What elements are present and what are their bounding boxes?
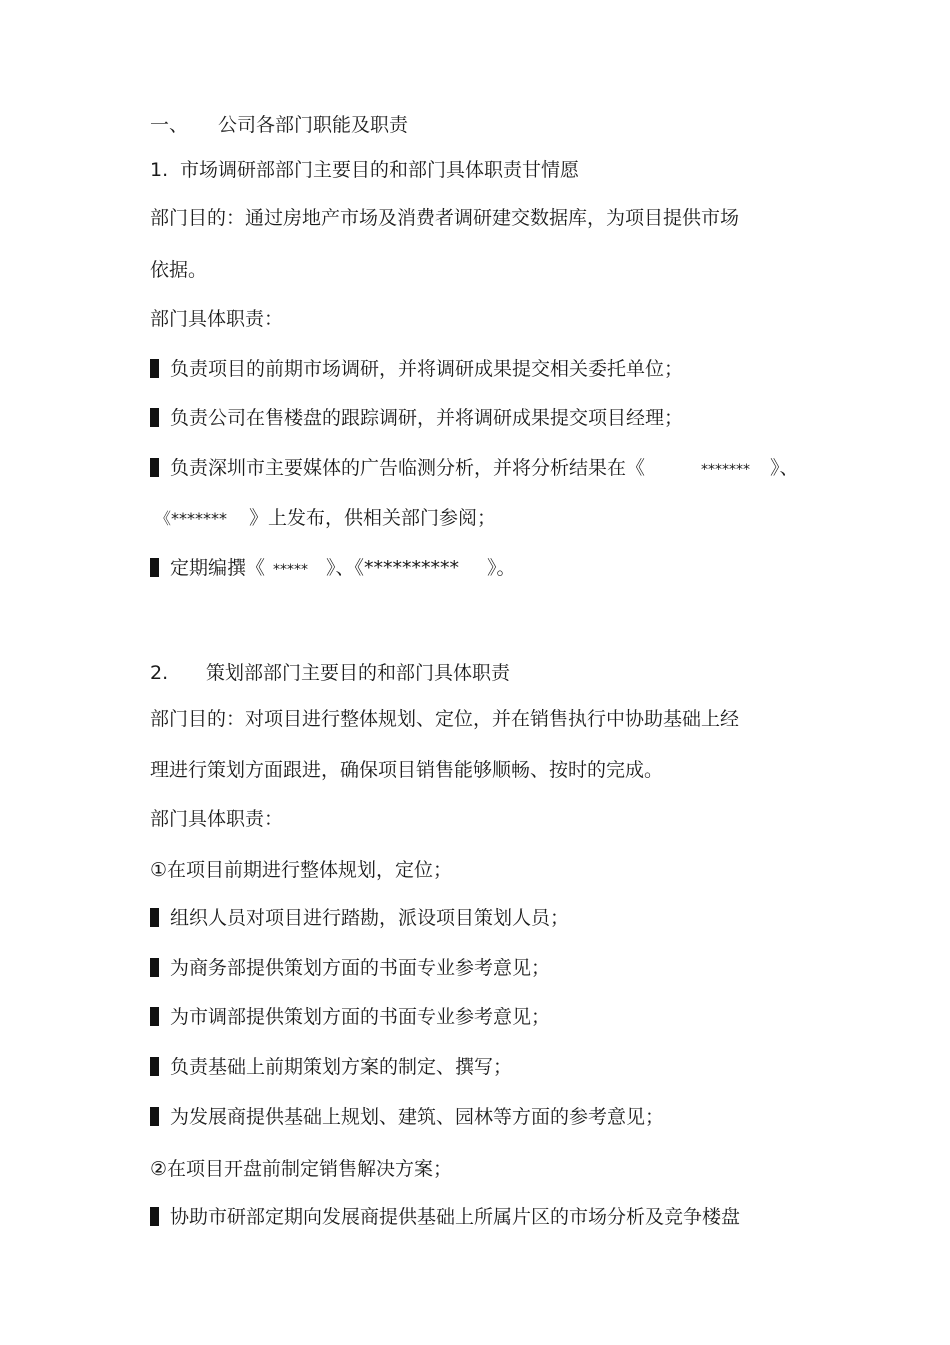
bullet-icon <box>150 359 159 378</box>
dept1-duty-4 <box>150 555 516 583</box>
dept2-sub1-item-2 <box>150 955 550 981</box>
bullet-icon <box>150 908 159 927</box>
dept1-duty-3 <box>150 455 799 483</box>
bullet-icon <box>150 408 159 427</box>
section-title: 公司各部门职能及职责 <box>218 114 409 136</box>
duty-text-end: 》。 <box>487 557 516 579</box>
bullet-icon <box>150 1107 159 1126</box>
masked-title: ***** <box>273 562 309 578</box>
duty-text: 协助市研部定期向发展商提供基础上所属片区的市场分析及竞争楼盘 <box>170 1206 741 1228</box>
dept2-purpose-line1: 部门目的：对项目进行整体规划、定位，并在销售执行中协助基础上经 <box>150 708 740 730</box>
dept1-duty-3-cont <box>155 505 496 532</box>
duty-text-end: 》、 <box>770 457 799 479</box>
bullet-icon <box>150 958 159 977</box>
masked-title: 》、《********** <box>326 557 460 579</box>
duty-text: 为市调部提供策划方面的书面专业参考意见； <box>170 1006 551 1028</box>
dept2-sub1-item-4 <box>150 1054 512 1080</box>
dept1-title-text: 市场调研部部门主要目的和部门具体职责甘情愿 <box>180 159 580 181</box>
dept2-number: 2. <box>150 662 169 684</box>
duty-text: 》上发布，供相关部门参阅； <box>249 507 497 529</box>
dept1-purpose-line1: 部门目的：通过房地产市场及消费者调研建交数据库，为项目提供市场 <box>150 207 740 229</box>
dept1-title <box>150 157 579 183</box>
dept2-sub-2: ②在项目开盘前制定销售解决方案； <box>150 1158 453 1180</box>
dept2-sub-1: ①在项目前期进行整体规划，定位； <box>150 859 453 881</box>
duty-text: 负责项目的前期市场调研，并将调研成果提交相关委托单位； <box>170 358 684 380</box>
dept1-number: 1. <box>150 159 169 181</box>
dept2-sub1-item-1 <box>150 905 569 931</box>
dept2-duties-label: 部门具体职责： <box>150 808 284 830</box>
bullet-icon <box>150 1207 159 1226</box>
duty-text: 定期编撰《 <box>170 557 266 579</box>
dept2-title <box>150 660 510 686</box>
bullet-icon <box>150 1007 159 1026</box>
dept1-duty-2 <box>150 405 683 431</box>
duty-text: 负责深圳市主要媒体的广告临测分析，并将分析结果在《 <box>170 457 646 479</box>
dept2-title-text: 策划部部门主要目的和部门具体职责 <box>206 662 511 684</box>
section-heading <box>150 112 408 138</box>
section-number: 一、 <box>150 114 189 136</box>
bullet-icon <box>150 458 159 477</box>
masked-title: 《******* <box>155 509 228 528</box>
duty-text: 负责公司在售楼盘的跟踪调研，并将调研成果提交项目经理； <box>170 407 684 429</box>
duty-text: 为商务部提供策划方面的书面专业参考意见； <box>170 957 551 979</box>
duty-text: 为发展商提供基础上规划、建筑、园林等方面的参考意见； <box>170 1106 665 1128</box>
dept1-duty-1 <box>150 356 683 382</box>
dept2-sub2-item-1 <box>150 1204 740 1230</box>
bullet-icon <box>150 1057 159 1076</box>
dept2-sub1-item-3 <box>150 1004 550 1030</box>
dept2-sub1-item-5 <box>150 1104 664 1130</box>
duty-text: 负责基础上前期策划方案的制定、撰写； <box>170 1056 513 1078</box>
dept2-purpose-line2: 理进行策划方面跟进，确保项目销售能够顺畅、按时的完成。 <box>150 759 664 781</box>
masked-title: ******* <box>701 462 751 478</box>
duty-text: 组织人员对项目进行踏勘，派设项目策划人员； <box>170 907 570 929</box>
dept1-purpose-line2: 依据。 <box>150 259 208 281</box>
bullet-icon <box>150 558 159 577</box>
dept1-duties-label: 部门具体职责： <box>150 308 284 330</box>
